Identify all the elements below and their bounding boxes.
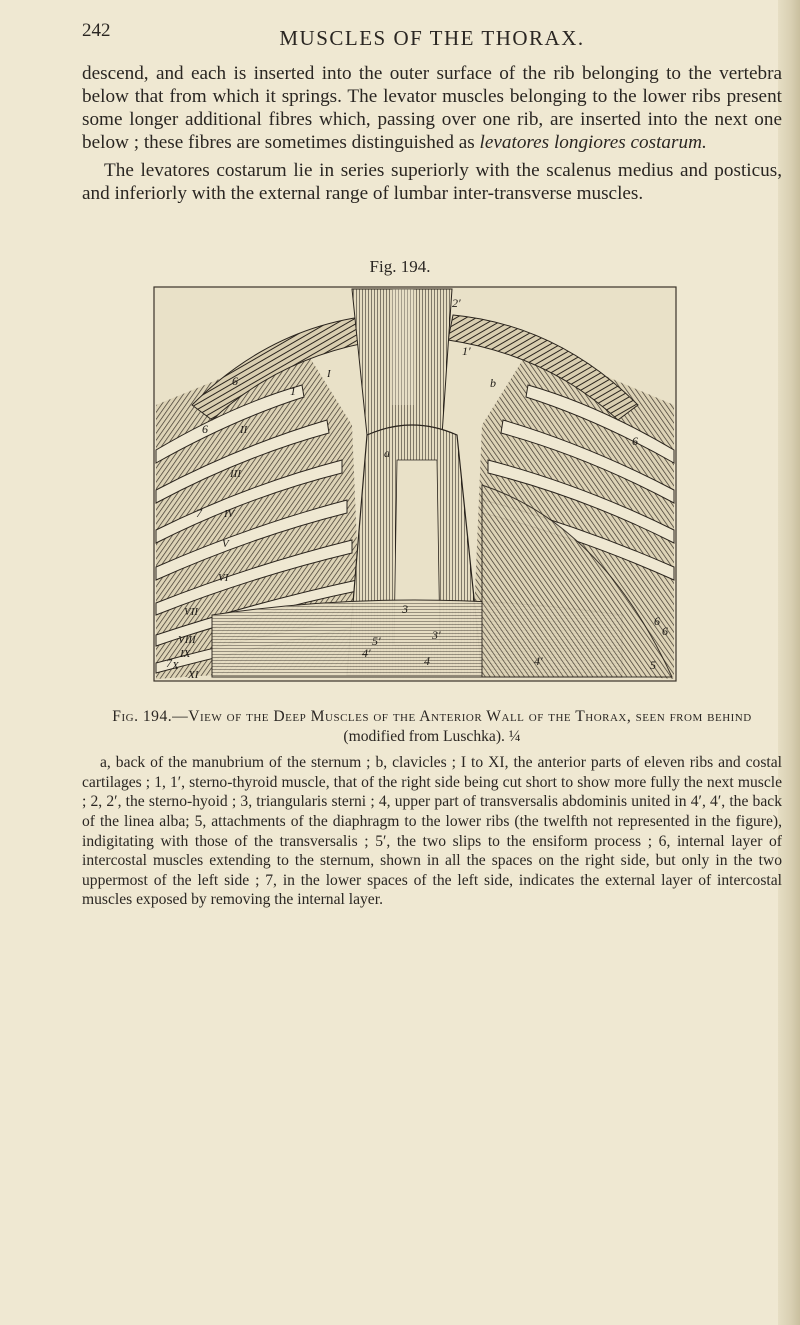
rib-label-iv: IV <box>224 508 235 520</box>
label-2-prime: 2′ <box>452 296 461 310</box>
rib-label-vii: VII <box>184 606 199 618</box>
caption-subtitle <box>82 727 782 747</box>
label-6-b: 6 <box>202 422 208 436</box>
rib-label-xi: XI <box>188 669 199 681</box>
label-1: 1 <box>290 384 296 398</box>
figure-label: Fig. 194. <box>369 257 431 276</box>
running-head <box>82 20 782 54</box>
paragraph-1 <box>82 62 782 154</box>
page-title: MUSCLES OF THE THORAX. <box>279 26 585 50</box>
italic-term: levatores longiores costarum. <box>479 132 707 153</box>
rib-label-v: V <box>222 538 229 550</box>
rib-label-ii: II <box>240 424 248 436</box>
manubrium-back <box>392 289 414 405</box>
label-3-prime: 3′ <box>432 628 441 642</box>
label-6-a: 6 <box>232 374 238 388</box>
figure-caption <box>82 707 782 910</box>
thorax-illustration <box>152 285 678 683</box>
anatomical-figure <box>152 285 678 683</box>
caption-source: (modified from Luschka). <box>343 727 505 745</box>
rib-label-x: X <box>172 660 179 672</box>
caption-body: a, back of the manubrium of the sternum ; b, clavicles ; I to XI, the anterior parts of eleven ribs and costal cartilages ; 1, 1′, sterno-thyroid muscle, that of the right side being cut short to show more fully the next muscle ; 2, 2′, the sterno-hyoid ; 3, triangularis sterni ; 4, upper part of transversalis abdominis united in 4′, 4′, the back of the linea alba; 5, attachments of the diaphragm to the lower ribs (the twelfth not represented in the figure), indigitating with those of the transversalis ; 5′, the two slips to the ensiform process ; 6, internal layer of intercostal muscles extending to the sternum, shown in all the spaces on the right side, but only in the two uppermost of the left side ; 7, in the lower spaces of the left side, indicates the external layer of intercostal muscles exposed by removing the internal layer. <box>82 754 782 909</box>
rib-label-i: I <box>327 368 331 380</box>
body-text <box>82 62 782 205</box>
rib-label-vi: VI <box>218 572 229 584</box>
paragraph-1-text: descend, and each is inserted into the outer surface of the rib belonging to the vertebra below that from which it springs. The levator muscles belonging to the lower ribs present some longer additional fibres which, passing over one rib, are inserted into the next one below ; these fibres are sometimes distinguished as <box>82 63 782 153</box>
label-4: 4 <box>424 654 430 668</box>
label-4-prime-b: 4′ <box>534 654 543 668</box>
label-7-b: 7 <box>166 656 172 670</box>
rib-label-iii: III <box>230 468 241 480</box>
label-6-c: 6 <box>632 434 638 448</box>
label-3: 3 <box>402 602 408 616</box>
rib-label-viii: VIII <box>178 634 196 646</box>
label-5-prime: 5′ <box>372 634 381 648</box>
rib-label-ix: IX <box>180 648 191 660</box>
caption-title: Fig. 194.—View of the Deep Muscles of the Anterior Wall of the Thorax, seen from behind <box>112 708 752 725</box>
label-4-prime-a: 4′ <box>362 646 371 660</box>
label-6-e: 6 <box>662 624 668 638</box>
label-a: a <box>384 446 390 460</box>
label-b: b <box>490 376 496 390</box>
label-1-prime: 1′ <box>462 344 471 358</box>
caption-scale: ¼ <box>508 727 521 745</box>
paragraph-2: The levatores costarum lie in series superiorly with the scalenus medius and posticus, and inferiorly with the external range of lumbar inter-transverse muscles. <box>82 160 782 204</box>
label-7-a: 7 <box>196 506 202 520</box>
page-number: 242 <box>82 20 111 41</box>
label-5: 5 <box>650 658 656 672</box>
label-6-d: 6 <box>654 614 660 628</box>
